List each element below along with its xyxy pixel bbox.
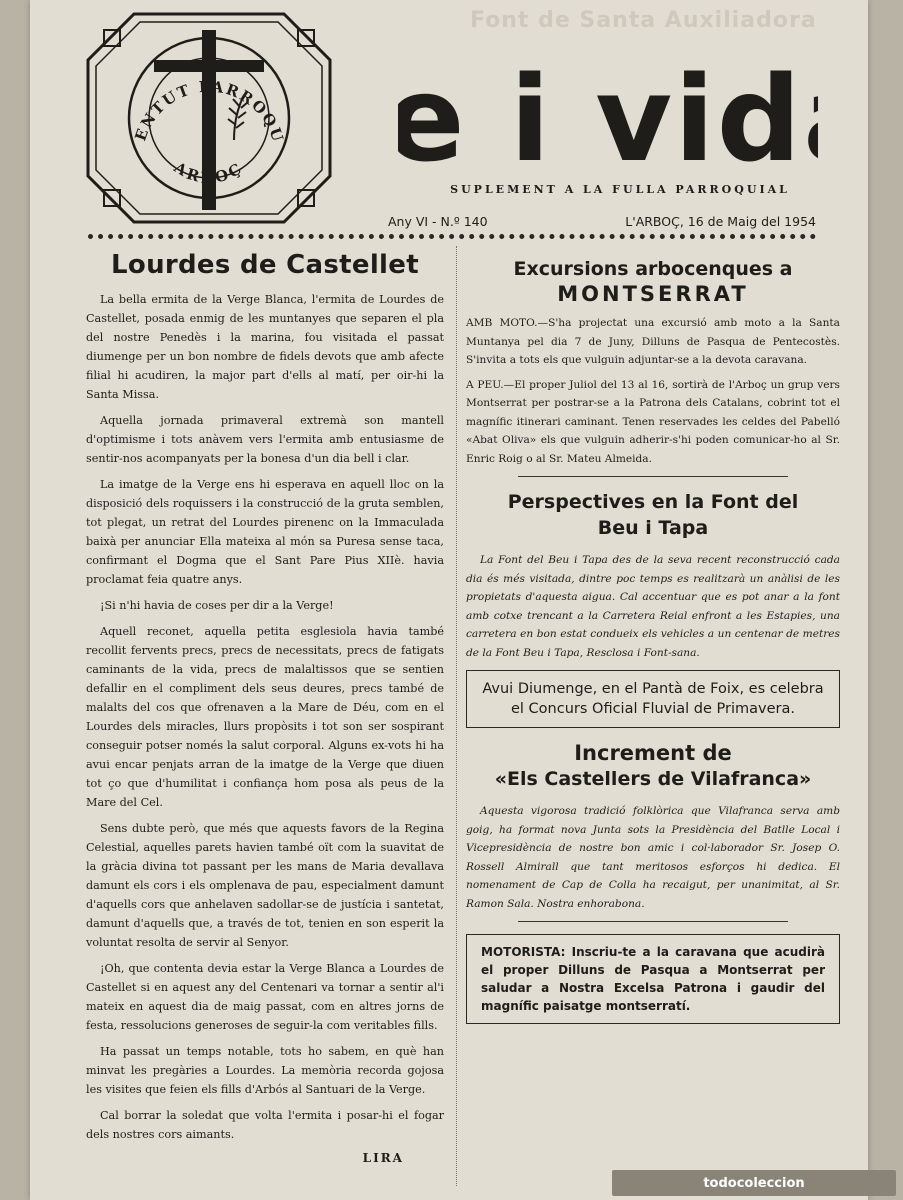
header-rule — [88, 234, 816, 239]
issue-number: Any VI - N.º 140 — [388, 214, 488, 229]
lourdes-paragraph: La bella ermita de la Verge Blanca, l'ermita de Lourdes de Castellet, posada enmig de les muntanyes que separen el pla del nostre Penedès i la marina, fou visitada el passat diumenge per un bon nombre de fidels devots que amb afecte filial hi acudiren, la major part d'ells al matí, per oir-hi la Santa Missa. — [86, 293, 444, 401]
masthead-title-text: e i vid — [398, 52, 804, 182]
excursions-paragraph: A PEU.—El proper Juliol del 13 al 16, sortirà de l'Arboç un grup vers Montserrat per postrar-se a la Patrona dels Catalans, cobrint tot el magnífic itinerari caminant. Tenen reservades les celdes del Pabelló «Abat Oliva» els que vulguin adherir-s'hi poden comunicar-ho al Sr. Enric Roig o al Sr. Mateu Almeida. — [466, 378, 840, 465]
bleed-through-text: Font de Santa Auxiliadora — [470, 8, 817, 33]
castellers-title-line2: «Els Castellers de Vilafranca» — [494, 768, 812, 790]
svg-text:JOVENTUT PARROQUIAL: ENTUT PARROQU — [131, 77, 288, 146]
foix-notice-box: Avui Diumenge, en el Pantà de Foix, es celebra el Concurs Oficial Fluvial de Primavera. — [466, 670, 840, 728]
motorista-notice-box: MOTORISTA: Inscriu-te a la caravana que acudirà el proper Dilluns de Pasqua a Montserrat per saludar a Nostra Excelsa Patrona i gaudir del magnífic paisatge montserratí. — [466, 934, 840, 1024]
lourdes-article — [86, 250, 444, 1165]
castellers-article — [466, 740, 840, 913]
supplement-line: SUPLEMENT A LA FULLA PARROQUIAL — [450, 183, 790, 196]
right-column — [466, 256, 840, 1036]
excursions-article — [466, 256, 840, 468]
separator — [518, 476, 788, 477]
lourdes-paragraph: Ha passat un temps notable, tots ho sabem, en què han minvat les pregàries a Lourdes. La memòria recorda gojosa les visites que feien els fills d'Arbós al Santuari de la Verge. — [86, 1045, 444, 1096]
excursions-title: Excursions arbocenques a — [513, 258, 793, 280]
excursions-paragraph: AMB MOTO.—S'ha projectat una excursió amb moto a la Santa Muntanya pel dia 7 de Juny, Dilluns de Pasqua de Pentecostès. S'invita a tots els que vulguin adjuntar-se a la devota caravana. — [466, 317, 840, 366]
lourdes-title: Lourdes de Castellet — [111, 250, 419, 280]
font-paragraph: La Font del Beu i Tapa des de la seva recent reconstrucció cada dia és més visitada, dintre poc temps es realitzarà un anàlisi de les propietats d'aquesta aigua. Cal accentuar que es pot anar a la font amb cotxe trencant a la Carretera Reial enfront a les Estapies, una carretera en bon estat condueix els vehicles a un centenar de metres de la Font Beu i Tapa, Resclosa i Font-sana. — [466, 554, 840, 659]
font-title-line2: Beu i Tapa — [597, 517, 709, 539]
parish-youth-emblem — [84, 10, 334, 226]
place-date: L'ARBOÇ, 16 de Maig del 1954 — [625, 214, 816, 229]
lourdes-paragraph: ¡Si n'hi havia de coses per dir a la Verge! — [100, 599, 334, 612]
cross-emblem-icon — [84, 10, 334, 226]
watermark-badge: todocoleccion — [612, 1170, 896, 1196]
separator — [518, 921, 788, 922]
castellers-paragraph: Aquesta vigorosa tradició folklòrica que Vilafranca serva amb goig, ha format nova Junta sots la Presidència del Batlle Local i Vicepresidència de nostre bon amic i col·laborador Sr. Josep O. Rossell Almirall que tant meritosos esforços hi dedica. El nomenament de Cap de Colla ha recaigut, per unanimitat, al Sr. Ramon Sala. Nostra enhorabona. — [466, 805, 840, 910]
lourdes-paragraph: Sens dubte però, que més que aquests favors de la Regina Celestial, aquelles parets havien també oït com la suavitat de la gràcia divina tot passant per les mans de Maria devallava damunt els cors i els omplenava de pau, especialment damunt d'aquells cors que anhelaven sadollar-se de justícia i santetat, damunt d'aquells que, a través de tot, tenien en son esperit la voluntat resolta de servir al Senyor. — [86, 822, 444, 949]
masthead-title — [398, 52, 818, 182]
lourdes-paragraph: La imatge de la Verge ens hi esperava en aquell lloc on la disposició dels roquissers i la construcció de la gruta semblen, tot plegat, un retrat del Lourdes pirenenc on la Immaculada baixà per anunciar Ella mateixa al món sa Puresa sense taca, confirmant el Dogma que el Sant Pare Pius XIIè. havia proclamat feia quatre anys. — [86, 478, 444, 586]
column-divider — [456, 246, 457, 1186]
svg-text:ARBOÇ: ARBOÇ — [170, 158, 248, 187]
excursions-title-montserrat: MONTSERRAT — [557, 282, 749, 306]
issue-bar — [388, 214, 816, 229]
lourdes-signature: LIRA — [362, 1151, 404, 1165]
castellers-title: Increment de — [574, 741, 732, 765]
lourdes-paragraph: Aquella jornada primaveral extremà son mantell d'optimisme i tots anàvem vers l'ermita amb entusiasme de sentir-nos acompanyats per la bonesa d'un dia bell i clar. — [86, 414, 444, 465]
lourdes-paragraph: Cal borrar la soledat que volta l'ermita i posar-hi el fogar dels nostres cors aimants. — [86, 1109, 444, 1141]
lourdes-paragraph: Aquell reconet, aquella petita esglesiola havia també recollit fervents precs, precs de necessitats, precs de fatigats caminants de la vida, precs de malaltissos que se sentien defallir en el compliment dels seus deures, precs també de malalts del cos que ofrenaven a la Mare de Déu, com en el Lourdes dels miracles, llurs propòsits i tot son ser sospirant conseguir potser només la salut corporal. Alguns ex-vots hi ha avui encar penjats arran de la imatge de la Verge que diuen tot ço que d'humilitat i confiança hom posa als peus de la Mare del Cel. — [86, 625, 444, 809]
lourdes-paragraph: ¡Oh, que contenta devia estar la Verge Blanca a Lourdes de Castellet si en aquest any del Centenari va tornar a sentir al'i mateix en aquest dia de maig passat, com en altres jorns de festa, ressolucions generoses de seguir-la com veritables fills. — [86, 962, 444, 1032]
font-title: Perspectives en la Font del — [507, 491, 799, 513]
font-article — [466, 489, 840, 662]
